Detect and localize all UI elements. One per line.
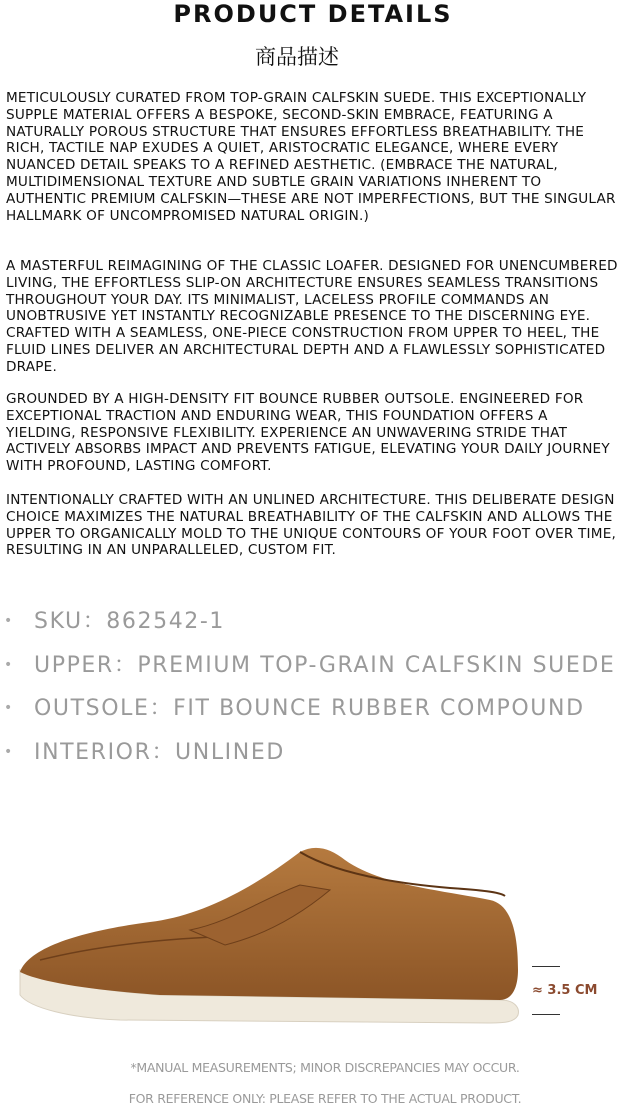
description-design: A MASTERFUL REIMAGINING OF THE CLASSIC LOAFER. DESIGNED FOR UNENCUMBERED LIVING, THE EFFORTLESS SLIP-ON ARCHITECTURE ENSURES SEAMLESS TRANSITIONS THROUGHOUT YOUR DAY. ITS MINIMALIST, LACELESS PROFILE COMMANDS AN UNOBTRUSIVE YET INSTANTLY RECOGNIZABLE PRESENCE TO THE DISCERNING EYE. CRAFTED WITH A SEAMLESS, ONE-PIECE CONSTRUCTION FROM UPPER TO HEEL, THE FLUID LINES DELIVER AN ARCHITECTURAL DEPTH AND A FLAWLESSLY SOPHISTICATED DRAPE.	[6, 258, 618, 375]
spec-upper-text: UPPER：PREMIUM TOP-GRAIN CALFSKIN SUEDE	[34, 652, 616, 678]
bullet-icon: •	[4, 743, 14, 760]
bullet-icon: •	[4, 613, 14, 629]
spec-outsole	[0, 687, 626, 731]
page-title: PRODUCT DETAILS	[173, 0, 453, 28]
measure-line-bottom	[532, 1014, 560, 1015]
footnote-measurement: *MANUAL MEASUREMENTS; MINOR DISCREPANCIES MAY OCCUR.	[130, 1060, 520, 1075]
description-material: METICULOUSLY CURATED FROM TOP-GRAIN CALFSKIN SUEDE. THIS EXCEPTIONALLY SUPPLE MATERIAL OFFERS A BESPOKE, SECOND-SKIN EMBRACE, FEATURING A NATURALLY POROUS STRUCTURE THAT ENSURES EFFORTLESS BREATHABILITY. THE RICH, TACTILE NAP EXUDES A QUIET, ARISTOCRATIC ELEGANCE, WHERE EVERY NUANCED DETAIL SPEAKS TO A REFINED AESTHETIC. (EMBRACE THE NATURAL, MULTIDIMENSIONAL TEXTURE AND SUBTLE GRAIN VARIATIONS INHERENT TO AUTHENTIC PREMIUM CALFSKIN—THESE ARE NOT IMPERFECTIONS, BUT THE SINGULAR HALLMARK OF UNCOMPROMISED NATURAL ORIGIN.)	[6, 90, 616, 224]
spec-sku-text: SKU：862542-1	[34, 609, 226, 634]
description-outsole: GROUNDED BY A HIGH-DENSITY FIT BOUNCE RUBBER OUTSOLE. ENGINEERED FOR EXCEPTIONAL TRACTION AND ENDURING WEAR, THIS FOUNDATION OFFERS A YIELDING, RESPONSIVE FLEXIBILITY. EXPERIENCE AN UNWAVERING STRIDE THAT ACTIVELY ABSORBS IMPACT AND PREVENTS FATIGUE, ELEVATING YOUR DAILY JOURNEY WITH PROFOUND, LASTING COMFORT.	[6, 391, 610, 475]
spec-interior	[0, 731, 626, 775]
spec-outsole-text: OUTSOLE：FIT BOUNCE RUBBER COMPOUND	[34, 696, 585, 721]
spec-upper	[0, 644, 626, 688]
footnote-reference: FOR REFERENCE ONLY: PLEASE REFER TO THE ACTUAL PRODUCT.	[128, 1091, 522, 1106]
measure-line-top	[532, 966, 560, 967]
loafer-shoe-image	[0, 830, 626, 1030]
spec-sku	[0, 600, 626, 644]
sole-height-label: ≈ 3.5 CM	[532, 983, 598, 998]
spec-interior-text: INTERIOR：UNLINED	[34, 739, 285, 765]
bullet-icon: •	[4, 700, 14, 716]
spec-list	[0, 600, 626, 774]
bullet-icon: •	[4, 656, 14, 673]
page-subtitle: 商品描述	[255, 45, 339, 69]
description-lining: INTENTIONALLY CRAFTED WITH AN UNLINED ARCHITECTURE. THIS DELIBERATE DESIGN CHOICE MAXIMIZES THE NATURAL BREATHABILITY OF THE CALFSKIN AND ALLOWS THE UPPER TO ORGANICALLY MOLD TO THE UNIQUE CONTOURS OF YOUR FOOT OVER TIME, RESULTING IN AN UNPARALLELED, CUSTOM FIT.	[6, 492, 617, 559]
